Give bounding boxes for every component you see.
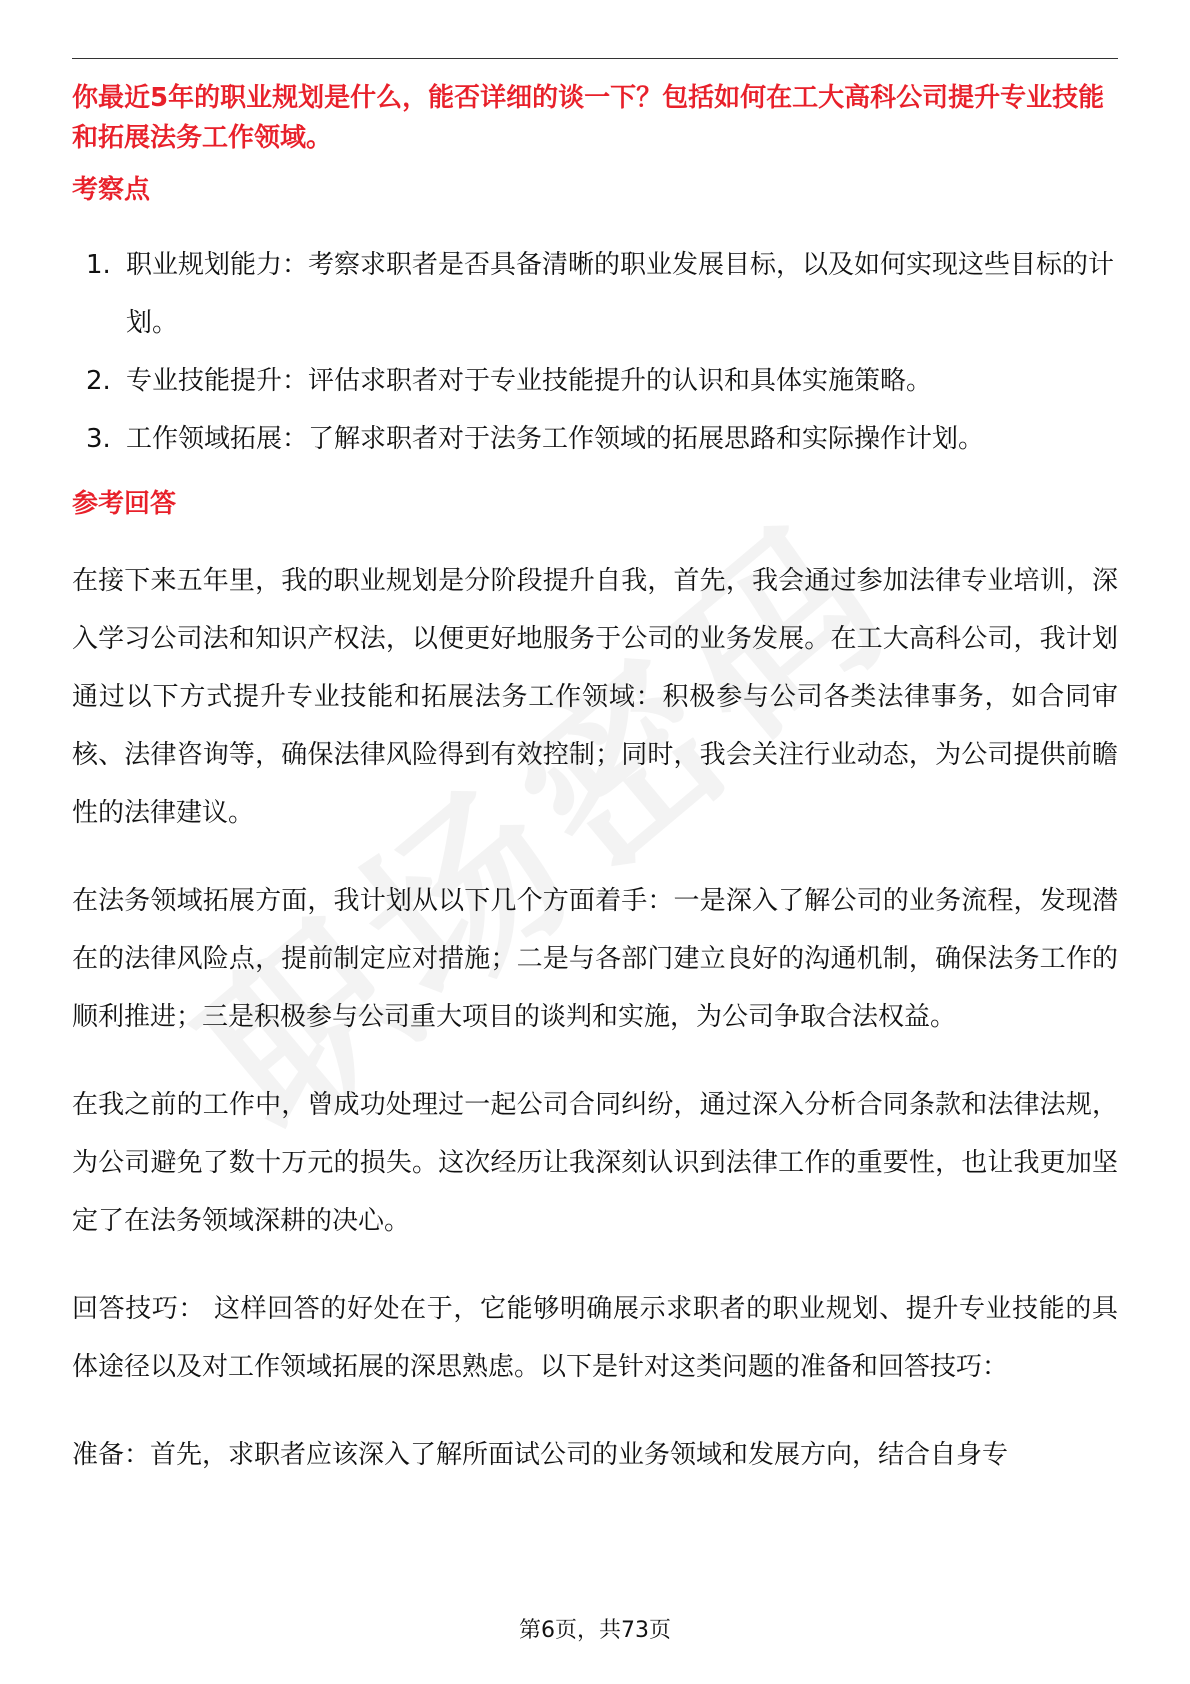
list-item-number: 1.: [86, 250, 111, 280]
list-item: [72, 236, 1118, 352]
list-item-text: 专业技能提升：评估求职者对于专业技能提升的认识和具体实施策略。: [126, 366, 933, 396]
list-item-number: 2.: [86, 366, 111, 396]
section-title-reference-answer: 参考回答: [72, 489, 177, 519]
interview-question: 你最近5年的职业规划是什么，能否详细的谈一下？包括如何在工大高科公司提升专业技能和拓展法务工作领域。: [72, 83, 1105, 153]
answer-paragraph: 在接下来五年里，我的职业规划是分阶段提升自我，首先，我会通过参加法律专业培训，深入学习公司法和知识产权法，以便更好地服务于公司的业务发展。在工大高科公司，我计划通过以下方式提升专业技能和拓展法务工作领域：积极参与公司各类法律事务，如合同审核、法律咨询等，确保法律风险得到有效控制；同时，我会关注行业动态，为公司提供前瞻性的法律建议。: [72, 566, 1118, 828]
section-title-assessment-points: 考察点: [72, 175, 151, 205]
list-item: [72, 410, 1118, 468]
answer-tips-paragraph: 回答技巧： 这样回答的好处在于，它能够明确展示求职者的职业规划、提升专业技能的具体途径以及对工作领域拓展的深思熟虑。以下是针对这类问题的准备和回答技巧：: [72, 1294, 1118, 1382]
page-content: [72, 78, 1118, 1484]
list-item-text: 工作领域拓展：了解求职者对于法务工作领域的拓展思路和实际操作计划。: [126, 424, 985, 454]
list-item-text: 职业规划能力：考察求职者是否具备清晰的职业发展目标，以及如何实现这些目标的计划。: [126, 250, 1115, 338]
page-number-footer: 第6页，共73页: [519, 1618, 671, 1643]
answer-paragraph: 在我之前的工作中，曾成功处理过一起公司合同纠纷，通过深入分析合同条款和法律法规，为公司避免了数十万元的损失。这次经历让我深刻认识到法律工作的重要性，也让我更加坚定了在法务领域深耕的决心。: [72, 1090, 1118, 1236]
list-item: [72, 352, 1118, 410]
preparation-paragraph: 准备：首先，求职者应该深入了解所面试公司的业务领域和发展方向，结合自身专: [72, 1440, 1009, 1470]
assessment-points-list: [72, 236, 1118, 468]
header-rule: [72, 58, 1118, 59]
answer-paragraph: 在法务领域拓展方面，我计划从以下几个方面着手：一是深入了解公司的业务流程，发现潜在的法律风险点，提前制定应对措施；二是与各部门建立良好的沟通机制，确保法务工作的顺利推进；三是积极参与公司重大项目的谈判和实施，为公司争取合法权益。: [72, 886, 1118, 1032]
list-item-number: 3.: [86, 424, 111, 454]
